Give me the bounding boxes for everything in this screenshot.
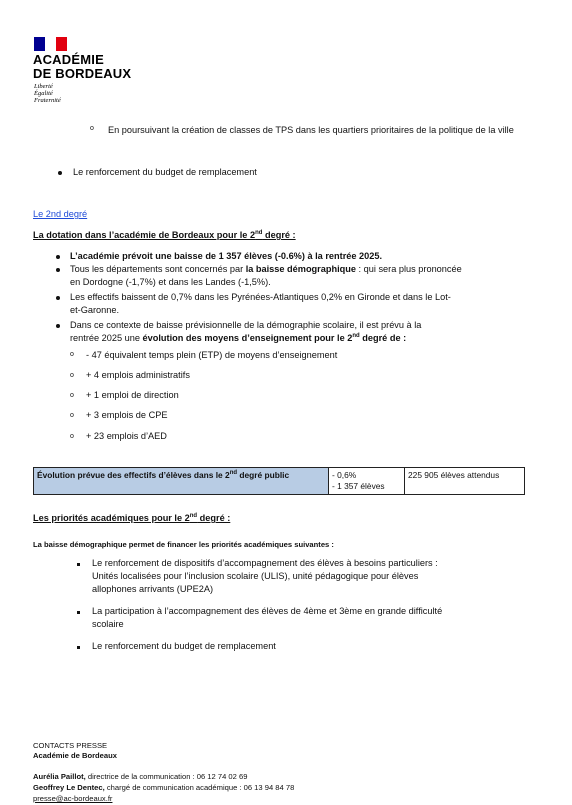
table-variation-cell: - 0,6% - 1 357 élèves bbox=[329, 468, 405, 495]
priority-3: Le renforcement du budget de remplacement bbox=[92, 641, 276, 651]
dotation-heading: La dotation dans l’académie de Bordeaux pour le 2nd degré : bbox=[33, 230, 296, 240]
table-expected-cell: 225 905 élèves attendus bbox=[405, 468, 525, 495]
square-bullet-icon bbox=[77, 563, 80, 566]
priority-1-line1: Le renforcement de dispositifs d’accompagnement des élèves à besoins particuliers : bbox=[92, 558, 438, 568]
table-row bbox=[34, 468, 525, 495]
priorities-intro: La baisse démographique permet de financer les priorités académiques suivantes : bbox=[33, 540, 334, 549]
evolution-table bbox=[33, 467, 525, 495]
priority-1-line3: allophones arrivants (UPE2A) bbox=[92, 584, 214, 594]
square-bullet-icon bbox=[77, 611, 80, 614]
motto-fraternite: Fraternité bbox=[34, 97, 61, 104]
contact-2: Geoffrey Le Dentec, chargé de communication académique : 06 13 94 84 78 bbox=[33, 783, 295, 792]
circle-bullet-icon: o bbox=[70, 412, 74, 419]
top-item: Le renforcement du budget de remplacement bbox=[73, 167, 257, 177]
circle-bullet-icon: o bbox=[70, 351, 74, 358]
logo-line-1: ACADÉMIE bbox=[33, 52, 104, 67]
circle-bullet-icon: o bbox=[70, 372, 74, 379]
priority-1-line2: Unités localisées pour l’inclusion scolaire (ULIS), unité pédagogique pour élèves bbox=[92, 571, 419, 581]
motto-egalite: Égalité bbox=[34, 90, 53, 97]
contacts-org: Académie de Bordeaux bbox=[33, 751, 117, 760]
priorities-heading: Les priorités académiques pour le 2nd degré : bbox=[33, 513, 231, 523]
dotation-bullet-2-line1: Tous les départements sont concernés par la baisse démographique : qui sera plus prononcée bbox=[70, 264, 462, 274]
circle-bullet-icon: o bbox=[70, 392, 74, 399]
top-sub-item: En poursuivant la création de classes de TPS dans les quartiers prioritaires de la politique de la ville bbox=[108, 125, 514, 135]
dotation-bullet-4-line1: Dans ce contexte de baisse prévisionnelle de la démographie scolaire, il est prévu à la bbox=[70, 320, 422, 330]
contacts-label: CONTACTS PRESSE bbox=[33, 741, 108, 750]
table-label-cell: Évolution prévue des effectifs d’élèves dans le 2nd degré public bbox=[34, 468, 329, 495]
bullet-icon bbox=[56, 324, 60, 328]
bullet-icon bbox=[56, 268, 60, 272]
motto-liberte: Liberté bbox=[34, 83, 53, 90]
moyens-item-3: + 1 emploi de direction bbox=[86, 390, 179, 400]
bullet-icon bbox=[56, 296, 60, 300]
republic-flag-icon bbox=[34, 37, 67, 51]
section-title-link[interactable]: Le 2nd degré bbox=[33, 209, 88, 219]
logo-line-2: DE BORDEAUX bbox=[33, 66, 132, 81]
contact-1: Aurélia Paillot, directrice de la communication : 06 12 74 02 69 bbox=[33, 772, 248, 781]
circle-bullet-icon: o bbox=[70, 433, 74, 440]
moyens-item-4: + 3 emplois de CPE bbox=[86, 410, 168, 420]
dotation-bullet-2-line2: en Dordogne (-1,7%) et dans les Landes (-1,5%). bbox=[70, 277, 271, 287]
dotation-bullet-4-line2: rentrée 2025 une évolution des moyens d’enseignement pour le 2nd degré de : bbox=[70, 333, 407, 343]
square-bullet-icon bbox=[77, 646, 80, 649]
priority-2-line1: La participation à l’accompagnement des élèves de 4ème et 3ème en grande difficulté bbox=[92, 606, 443, 616]
dotation-bullet-3-line2: et-Garonne. bbox=[70, 305, 120, 315]
dotation-bullet-1: L’académie prévoit une baisse de 1 357 élèves (-0.6%) à la rentrée 2025. bbox=[70, 251, 383, 261]
moyens-item-2: + 4 emplois administratifs bbox=[86, 370, 190, 380]
circle-bullet-icon: o bbox=[90, 125, 94, 132]
moyens-item-5: + 23 emplois d’AED bbox=[86, 431, 167, 441]
priority-2-line2: scolaire bbox=[92, 619, 124, 629]
press-email-link[interactable]: presse@ac-bordeaux.fr bbox=[33, 794, 113, 803]
bullet-icon bbox=[56, 255, 60, 259]
moyens-item-1: - 47 équivalent temps plein (ETP) de moyens d’enseignement bbox=[86, 350, 338, 360]
dotation-bullet-3-line1: Les effectifs baissent de 0,7% dans les Pyrénées-Atlantiques 0,2% en Gironde et dans le Lot- bbox=[70, 292, 451, 302]
bullet-icon bbox=[58, 171, 62, 175]
